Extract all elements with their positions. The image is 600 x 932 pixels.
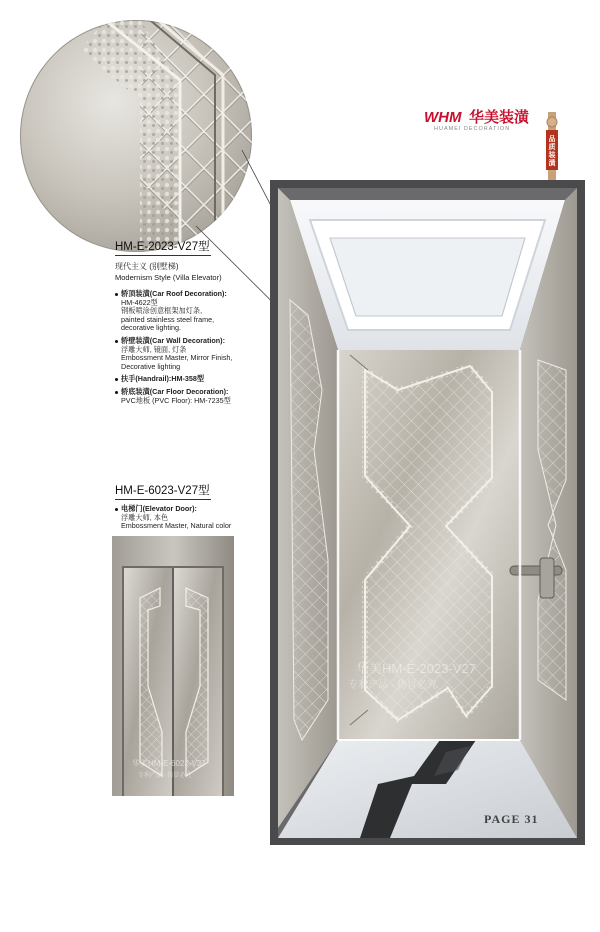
- spec-line: Decorative lighting: [121, 361, 181, 371]
- elevator-door-illustration: [112, 536, 234, 796]
- banner-text: 品质装潢: [548, 136, 556, 167]
- spec-item: [115, 388, 275, 405]
- door-spec: [115, 482, 275, 535]
- spec-line: 浮雕大师, 镜面, 灯条: [121, 344, 187, 354]
- door-spec-list: [115, 505, 275, 531]
- spec-item: [115, 375, 275, 384]
- spec-line: 钢板喷涂创意框架加灯条,: [121, 306, 203, 316]
- door-model-title: HM-E-6023-V27型: [115, 485, 210, 497]
- villa-elevator-spec: [115, 238, 275, 409]
- door-watermark-1: 华美HM-E-6023-V27: [132, 759, 206, 768]
- bullet-icon: [115, 378, 118, 381]
- spec-list: [115, 290, 275, 405]
- style-en: Modernism Style (Villa Elevator): [115, 273, 222, 282]
- spec-line: decorative lighting.: [121, 323, 181, 333]
- bullet-icon: [115, 391, 118, 394]
- spec-title: 轿顶装潢(Car Roof Decoration):: [121, 289, 227, 298]
- spec-line: PVC地板 (PVC Floor): HM-7235型: [121, 395, 231, 405]
- door-watermark-2: 专利产品 · 仿冒必究: [138, 773, 192, 779]
- bullet-icon: [115, 293, 118, 296]
- bullet-icon: [115, 508, 118, 511]
- spec-line: painted stainless steel frame,: [121, 314, 215, 324]
- title-underline: [115, 255, 211, 256]
- spec-title: 轿壁装潢(Car Wall Decoration):: [121, 335, 225, 345]
- door-title-underline: [115, 499, 211, 500]
- spec-line: HM-4622型: [121, 297, 158, 307]
- spec-item: [115, 290, 275, 333]
- spec-line: Embossment Master, Natural color: [121, 521, 232, 531]
- model-title: HM-E-2023-V27型: [115, 241, 210, 253]
- company-logo: [420, 100, 560, 140]
- bullet-icon: [115, 340, 118, 343]
- logo-latin: WHM: [424, 109, 462, 126]
- spec-line: 浮雕大师, 本色: [121, 512, 169, 522]
- logo-subtitle: HUAMEI DECORATION: [434, 126, 511, 132]
- page-number: PAGE 31: [484, 812, 539, 826]
- spec-line: Embossment Master, Mirror Finish,: [121, 353, 233, 363]
- cabin-watermark-2: 专利产品 · 仿冒必究: [348, 680, 437, 691]
- spec-title: 扶手(Handrail):HM-358型: [121, 374, 205, 384]
- elevator-cabin-render: [270, 180, 585, 845]
- style-cn: 现代主义 (别墅梯): [115, 262, 179, 271]
- logo-chinese: 华美装潢: [468, 109, 529, 126]
- cabin-watermark-1: 华美HM-E-2023-V27: [356, 661, 476, 676]
- spec-item: [115, 505, 275, 531]
- spec-title: 电梯门(Elevator Door):: [121, 504, 197, 513]
- spec-item: [115, 337, 275, 371]
- spec-title: 轿底装潢(Car Floor Decoration):: [121, 386, 229, 396]
